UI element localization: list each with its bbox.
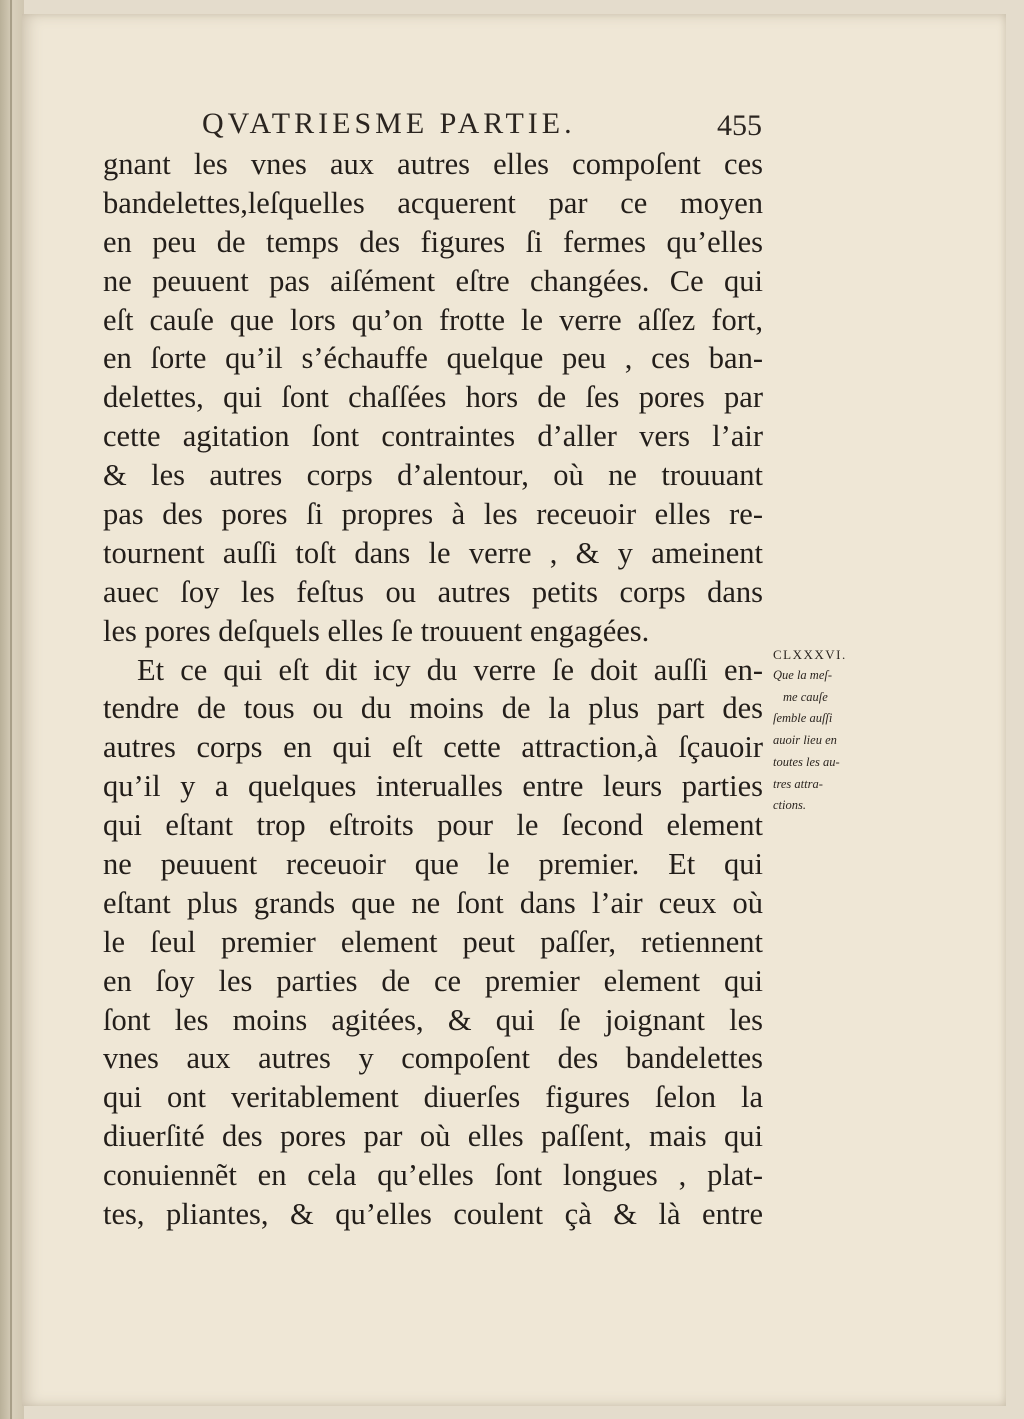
- text-line: pas des pores ſi propres à les receuoir elles re-: [103, 497, 763, 532]
- text-line: autres corps en qui eſt cette attraction,à ſçauoir: [103, 730, 763, 765]
- margin-note-line: Que la meſ-: [773, 668, 833, 682]
- margin-note-line: tres attra-: [773, 776, 823, 791]
- margin-note-line: toutes les au-: [773, 754, 840, 769]
- margin-note: [773, 645, 883, 817]
- text-line: tes, pliantes, & qu’elles coulent çà & là entre: [103, 1197, 763, 1232]
- text-line: vnes aux autres y compoſent des bandelettes: [103, 1041, 763, 1076]
- text-line: le ſeul premier element peut paſſer, retiennent: [103, 924, 763, 959]
- text-line: ne peuuent receuoir que le premier. Et qui: [103, 847, 763, 882]
- margin-note-line: me cauſe: [783, 689, 828, 704]
- text-line: conuiennẽt en cela qu’elles ſont longues , plat-: [103, 1158, 763, 1193]
- text-line: delettes, qui ſont chaſſées hors de ſes pores par: [103, 380, 763, 415]
- text-line: qui eſtant trop eſtroits pour le ſecond element: [103, 808, 763, 843]
- text-line: auec ſoy les feſtus ou autres petits corps dans: [103, 574, 763, 609]
- text-line: les pores deſquels elles ſe trouuent engagées.: [103, 613, 650, 648]
- text-line: ne peuuent pas aiſément eſtre changées. Ce qui: [103, 263, 763, 298]
- margin-note-line: auoir lieu en: [773, 733, 837, 748]
- text-line: gnant les vnes aux autres elles compoſent ces: [103, 147, 763, 181]
- margin-note-number: CLXXXVI.: [773, 647, 847, 662]
- text-line: bandelettes,leſquelles acquerent par ce moyen: [103, 185, 763, 220]
- page-number: 455: [717, 109, 762, 142]
- text-line: en ſoy les parties de ce premier element qui: [103, 963, 763, 998]
- text-line: cette agitation ſont contraintes d’aller vers l’air: [103, 419, 763, 454]
- gutter-binding-line: [10, 0, 12, 1419]
- text-line: qui ont veritablement diuerſes figures ſelon la: [103, 1080, 763, 1115]
- book-gutter: [0, 0, 24, 1419]
- running-header: [202, 103, 762, 147]
- text-line: diuerſité des pores par où elles paſſent, mais qui: [103, 1119, 763, 1154]
- text-line: & les autres corps d’alentour, où ne trouuant: [103, 458, 763, 493]
- body-text: [103, 145, 763, 1234]
- text-line: ſont les moins agitées, & qui ſe joignant les: [103, 1002, 763, 1037]
- margin-note-line: ctions.: [773, 798, 806, 813]
- text-line: tendre de tous ou du moins de la plus part des: [103, 691, 763, 726]
- text-line: qu’il y a quelques interualles entre leurs parties: [103, 769, 763, 804]
- text-line: eſt cauſe que lors qu’on frotte le verre aſſez fort,: [103, 302, 763, 337]
- text-line: en ſorte qu’il s’échauffe quelque peu , ces ban-: [103, 341, 763, 376]
- text-line: eſtant plus grands que ne ſont dans l’air ceux où: [103, 885, 763, 920]
- text-line: en peu de temps des figures ſi fermes qu’elles: [103, 224, 763, 259]
- margin-note-line: ſemble auſſi: [773, 711, 833, 726]
- running-title: QVATRIESME PARTIE.: [202, 107, 576, 140]
- text-line: Et ce qui eſt dit icy du verre ſe doit auſſi en-: [137, 652, 763, 687]
- text-line: tournent auſſi toſt dans le verre , & y ameinent: [103, 535, 763, 570]
